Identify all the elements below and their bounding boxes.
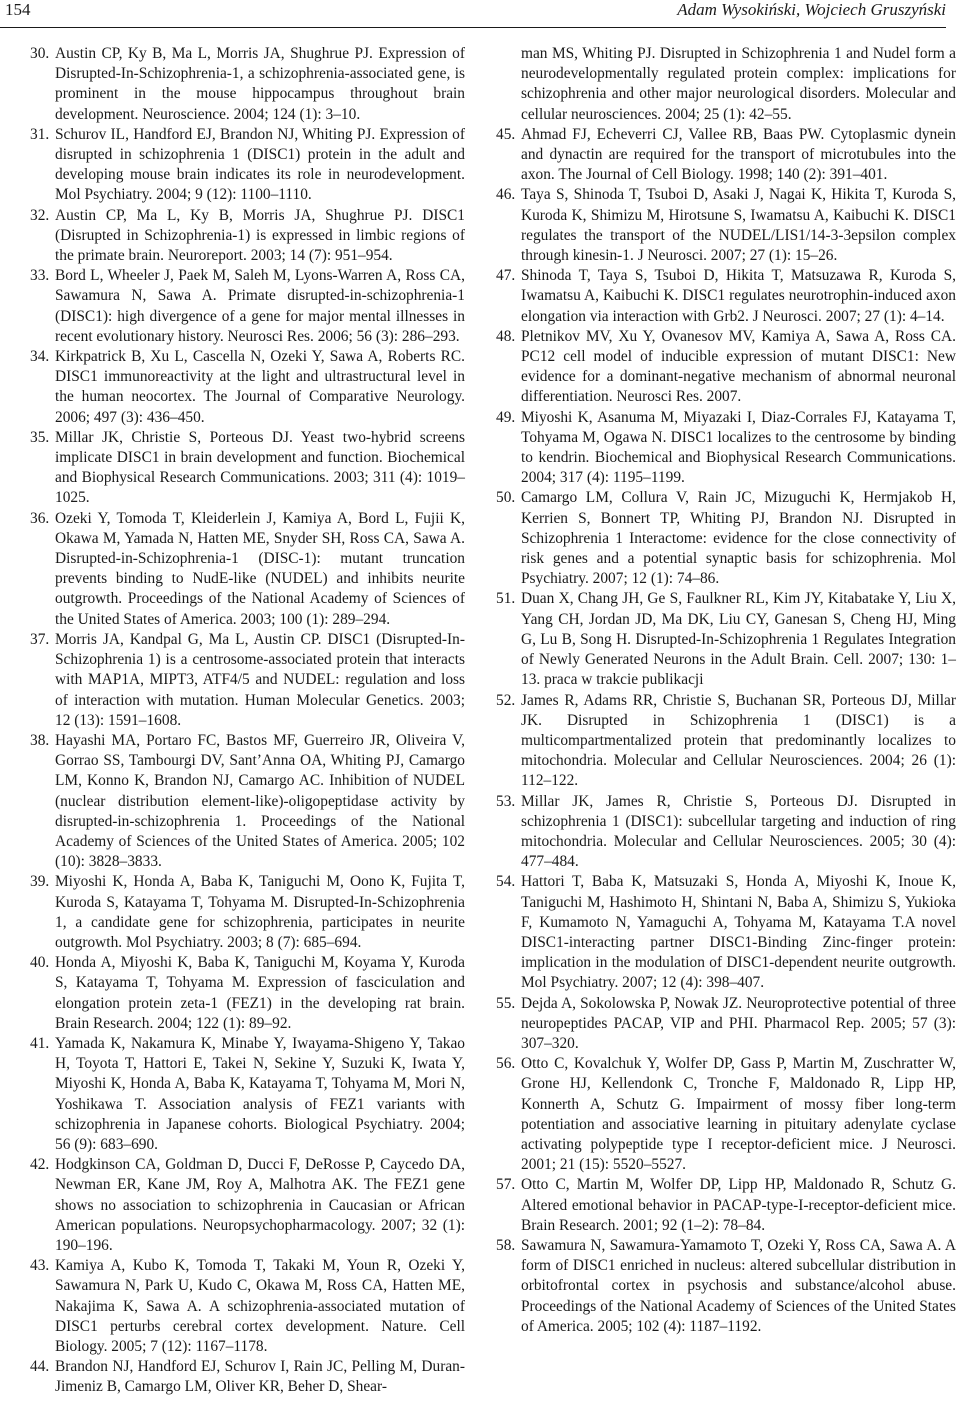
reference-item: [496, 185, 956, 266]
page-number: 154: [5, 0, 31, 19]
reference-item: [30, 953, 465, 1034]
reference-item: [496, 327, 956, 408]
reference-item: [30, 509, 465, 630]
reference-item: [30, 347, 465, 428]
reference-text: Otto C, Martin M, Wolfer DP, Lipp HP, Maldonado R, Schutz G. Altered emotional behavior in PACAP-type-I-receptor-deficient mice. Brain Research. 2001; 92 (1–2): 78–84.: [521, 1176, 956, 1234]
reference-text: Camargo LM, Collura V, Rain JC, Mizuguchi K, Hermjakob H, Kerrien S, Bonnert TP, Whiting PJ, Brandon NJ. Disrupted in Schizophrenia 1 Interactome: evidence for the close connectivity of risk genes and a potential synaptic basis for schizophrenia. Mol Psychiatry. 2007; 12 (1): 74–86.: [521, 489, 956, 588]
reference-text: Sawamura N, Sawamura-Yamamoto T, Ozeki Y, Ross CA, Sawa A. A form of DISC1 enriched in nucleus: altered subcellular distribution in orbitofrontal cortex in psychosis and substance/alcohol abuse. Proceedings of the National Academy of Sciences of the United States of America. 2005; 102 (4): 1187–1192.: [521, 1236, 956, 1335]
reference-number: 46.: [496, 186, 516, 204]
reference-number: 49.: [496, 408, 516, 426]
reference-number: 52.: [496, 691, 516, 709]
reference-item: [30, 630, 465, 731]
reference-number: 51.: [496, 590, 516, 608]
reference-text: Hattori T, Baba K, Matsuzaki S, Honda A, Miyoshi K, Inoue K, Taniguchi M, Hashimoto H, Shintani N, Baba A, Shimizu S, Yukioka F, Kumamoto N, Yamaguchi A, Tohyama M, Katayama T.A novel DISC1-interacting partner DISC1-Binding Zinc-finger protein: implication in the modulation of DISC1-dependent neurite outgrowth. Mol Psychiatry. 2007; 12 (4): 398–407.: [521, 873, 956, 992]
reference-number: 32.: [30, 206, 50, 224]
reference-number: 50.: [496, 489, 516, 507]
reference-text: James R, Adams RR, Christie S, Buchanan SR, Porteous DJ, Millar JK. Disrupted in Schizophrenia 1 (DISC1) is a multicompartmentalized protein that predominantly localizes to mitochondria. Molecular and Cellular Neurosciences. 2004; 26 (1): 112–122.: [521, 691, 956, 790]
reference-item: [496, 266, 956, 327]
reference-text: Morris JA, Kandpal G, Ma L, Austin CP. DISC1 (Disrupted-In-Schizophrenia 1) is a centrosome-associated protein that interacts with MAP1A, MIPT3, ATF4/5 and NUDEL: regulation and loss of interaction with mutation. Human Molecular Genetics. 2003; 12 (13): 1591–1608.: [55, 630, 465, 729]
reference-item: [30, 1034, 465, 1155]
reference-text: Miyoshi K, Honda A, Baba K, Taniguchi M, Oono K, Fujita T, Kuroda S, Katayama T, Tohyama M. Disrupted-In-Schizophrenia 1, a candidate gene for schizophrenia, participates in neurite outgrowth. Mol Psychiatry. 2003; 8 (7): 685–694.: [55, 873, 465, 951]
reference-number: 44.: [30, 1358, 50, 1376]
reference-item: [496, 1054, 956, 1175]
reference-item: [496, 691, 956, 792]
reference-number: 48.: [496, 327, 516, 345]
reference-item: [496, 488, 956, 589]
reference-item: [496, 994, 956, 1055]
right-column: [496, 44, 956, 1337]
reference-text: Hodgkinson CA, Goldman D, Ducci F, DeRosse P, Caycedo DA, Newman ER, Kane JM, Roy A, Malhotra AK. The FEZ1 gene shows no association to schizophrenia in Caucasian or African American populations. Neuropsychopharmacology. 2007; 32 (1): 190–196.: [55, 1156, 465, 1254]
reference-item: [496, 589, 956, 690]
reference-number: 33.: [30, 267, 50, 285]
reference-text: Hayashi MA, Portaro FC, Bastos MF, Guerreiro JR, Oliveira V, Gorrao SS, Tambourgi DV, Sant’Anna OA, Whiting PJ, Camargo LM, Konno K, Brandon NJ, Camargo AC. Inhibition of NUDEL (nuclear distribution element-like)-oligopeptidase activity by disrupted-in-schizophrenia 1. Proceedings of the National Academy of Sciences of the United States of America. 2005; 102 (10): 3828–3833.: [55, 731, 465, 871]
reference-item: [30, 428, 465, 509]
reference-text: Dejda A, Sokolowska P, Nowak JZ. Neuroprotective potential of three neuropeptides PACAP, VIP and PHI. Pharmacol Rep. 2005; 57 (3): 307–320.: [521, 994, 956, 1052]
reference-text: Ahmad FJ, Echeverri CJ, Vallee RB, Baas PW. Cytoplasmic dynein and dynactin are required for the transport of microtubules into the axon. The Journal of Cell Biology. 1998; 140 (2): 391–401.: [521, 125, 956, 184]
reference-text: Honda A, Miyoshi K, Baba K, Taniguchi M, Koyama Y, Kuroda S, Katayama T, Tohyama M. Expression of fasciculation and elongation protein zeta-1 (FEZ1) in the developing rat brain. Brain Research. 2004; 122 (1): 89–92.: [55, 954, 465, 1032]
reference-text: Taya S, Shinoda T, Tsuboi D, Asaki J, Nagai K, Hikita T, Kuroda S, Kuroda K, Shimizu M, Hirotsune S, Iwamatsu A, Kaibuchi K. DISC1 regulates the transport of the NUDEL/LIS1/14-3-3epsilon complex through kinesin-1. J Neurosci. 2007; 27 (1): 15–26.: [521, 186, 956, 265]
reference-text: Pletnikov MV, Xu Y, Ovanesov MV, Kamiya A, Sawa A, Ross CA. PC12 cell model of inducible expression of mutant DISC1: New evidence for a dominant-negative mechanism of abnormal neuronal differentiation. Neurosci Res. 2007.: [521, 327, 956, 406]
reference-item: [496, 792, 956, 873]
reference-number: 31.: [30, 125, 50, 143]
reference-text: Millar JK, James R, Christie S, Porteous DJ. Disrupted in schizophrenia 1 (DISC1): subcellular targeting and induction of ring mitochondria. Molecular and Cellular Neurosciences. 2005; 30 (4): 477–484.: [521, 792, 956, 871]
reference-item: [30, 731, 465, 872]
reference-text: Kirkpatrick B, Xu L, Cascella N, Ozeki Y, Sawa A, Roberts RC. DISC1 immunoreactivity at the light and ultrastructural level in the human neocortex. The Journal of Comparative Neurology. 2006; 497 (3): 436–450.: [55, 348, 465, 426]
reference-number: 53.: [496, 792, 516, 810]
reference-text: Brandon NJ, Handford EJ, Schurov I, Rain JC, Pelling M, Duran-Jimeniz B, Camargo LM, Oliver KR, Beher D, Shear-: [55, 1358, 465, 1396]
reference-item: [496, 1175, 956, 1236]
reference-number: 57.: [496, 1176, 516, 1194]
reference-continuation: man MS, Whiting PJ. Disrupted in Schizophrenia 1 and Nudel form a neurodevelopmentally regulated protein complex: implications for schizophrenia and other major neurological disorders. Molecular and cellular neurosciences. 2004; 25 (1): 42–55.: [521, 45, 956, 123]
reference-item: [30, 206, 465, 267]
reference-text: Miyoshi K, Asanuma M, Miyazaki I, Diaz-Corrales FJ, Katayama T, Tohyama M, Ogawa N. DISC1 localizes to the centrosome by binding to kendrin. Biochemical and Biophysical Research Communications. 2004; 317 (4): 1195–1199.: [521, 408, 956, 487]
reference-item: [30, 1155, 465, 1256]
reference-number: 30.: [30, 45, 50, 62]
left-column: [30, 44, 465, 1398]
reference-number: 35.: [30, 428, 50, 446]
reference-number: 34.: [30, 348, 50, 366]
reference-number: 41.: [30, 1034, 50, 1052]
reference-number: 55.: [496, 994, 516, 1012]
reference-number: 40.: [30, 954, 50, 972]
reference-item: [30, 1357, 465, 1397]
reference-item: [496, 125, 956, 186]
reference-number: 58.: [496, 1236, 516, 1254]
reference-number: 47.: [496, 267, 516, 285]
reference-item: [496, 872, 956, 993]
reference-number: 37.: [30, 630, 50, 648]
running-head: Adam Wysokiński, Wojciech Gruszyński: [677, 0, 946, 19]
reference-text: Kamiya A, Kubo K, Tomoda T, Takaki M, Youn R, Ozeki Y, Sawamura N, Park U, Kudo C, Okawa M, Ross CA, Hatten ME, Nakajima K, Sawa A. A schizophrenia-associated mutation of DISC1 perturbs cerebral cortex development. Nature. Cell Biology. 2005; 7 (12): 1167–1178.: [55, 1257, 465, 1355]
reference-item: [30, 125, 465, 206]
reference-text: Shinoda T, Taya S, Tsuboi D, Hikita T, Matsuzawa R, Kuroda S, Iwamatsu A, Kaibuchi K. DISC1 regulates neurotrophin-induced axon elongation via interaction with Grb2. J Neurosci. 2007; 27 (1): 4–14.: [521, 267, 956, 325]
reference-item: [496, 1236, 956, 1337]
reference-text: Schurov IL, Handford EJ, Brandon NJ, Whiting PJ. Expression of disrupted in schizophrenia 1 (DISC1) protein in the adult and developing mouse brain indicates its role in neurodevelopment. Mol Psychiatry. 2004; 9 (12): 1100–1110.: [55, 125, 465, 204]
reference-text: Otto C, Kovalchuk Y, Wolfer DP, Gass P, Martin M, Zuschratter W, Grone HJ, Kellendonk C, Tronche F, Maldonado R, Lipp HP, Konnerth A, Schutz G. Impairment of mossy fiber long-term potentiation and associative learning in pituitary adenylate cyclase activating polypeptide type I receptor-deficient mice. J Neurosci. 2001; 21 (15): 5520–5527.: [521, 1055, 956, 1174]
reference-text: Yamada K, Nakamura K, Minabe Y, Iwayama-Shigeno Y, Takao H, Toyota T, Hattori E, Takei N, Sekine Y, Suzuki K, Iwata Y, Miyoshi K, Honda A, Baba K, Katayama T, Tohyama M, Mori N, Yoshikawa T. Association analysis of FEZ1 variants with schizophrenia in Japanese cohorts. Biological Psychiatry. 2004; 56 (9): 683–690.: [55, 1034, 465, 1153]
reference-number: 39.: [30, 873, 50, 891]
reference-item: [30, 1256, 465, 1357]
reference-text: Ozeki Y, Tomoda T, Kleiderlein J, Kamiya A, Bord L, Fujii K, Okawa M, Yamada N, Hatten ME, Snyder SH, Ross CA, Sawa A. Disrupted-in-Schizophrenia-1 (DISC-1): mutant truncation prevents binding to NudE-like (NUDEL) and inhibits neurite outgrowth. Proceedings of the National Academy of Sciences of the United States of America. 2003; 100 (1): 289–294.: [55, 509, 465, 628]
reference-item: [30, 266, 465, 347]
reference-item: [30, 44, 465, 125]
header-rule: [0, 27, 946, 28]
reference-number: 43.: [30, 1257, 50, 1275]
page-header: [5, 0, 946, 22]
reference-number: 56.: [496, 1055, 516, 1073]
reference-item: [30, 872, 465, 953]
reference-text: Austin CP, Ma L, Ky B, Morris JA, Shughrue PJ. DISC1 (Disrupted in Schizophrenia-1) is expressed in limbic regions of the primate brain. Neuroreport. 2003; 14 (7): 951–954.: [55, 206, 465, 265]
reference-text: Bord L, Wheeler J, Paek M, Saleh M, Lyons-Warren A, Ross CA, Sawamura N, Sawa A. Primate disrupted-in-schizophrenia-1 (DISC1): high divergence of a gene for major mental illnesses in recent evolutionary history. Neurosci Res. 2006; 56 (3): 286–293.: [55, 267, 465, 345]
reference-number: 45.: [496, 125, 516, 143]
reference-number: 38.: [30, 731, 50, 749]
reference-item: [496, 408, 956, 489]
reference-number: 54.: [496, 873, 516, 891]
reference-number: 42.: [30, 1156, 50, 1174]
reference-number: 36.: [30, 509, 50, 527]
reference-text: Austin CP, Ky B, Ma L, Morris JA, Shughrue PJ. Expression of Disrupted-In-Schizophrenia-1, a schizophrenia-associated gene, is prominent in the mouse hippocampus throughout brain development. Neuroscience. 2004; 124 (1): 3–10.: [55, 45, 465, 123]
reference-text: Millar JK, Christie S, Porteous DJ. Yeast two-hybrid screens implicate DISC1 in brain development and function. Biochemical and Biophysical Research Communications. 2003; 311 (4): 1019–1025.: [55, 428, 465, 507]
reference-text: Duan X, Chang JH, Ge S, Faulkner RL, Kim JY, Kitabatake Y, Liu X, Yang CH, Jordan JD, Ma DK, Liu CY, Ganesan S, Cheng HJ, Ming G, Lu B, Song H. Disrupted-In-Schizophrenia 1 Regulates Integration of Newly Generated Neurons in the Adult Brain. Cell. 2007; 130: 1–13. praca w trakcie publikacji: [521, 590, 956, 689]
